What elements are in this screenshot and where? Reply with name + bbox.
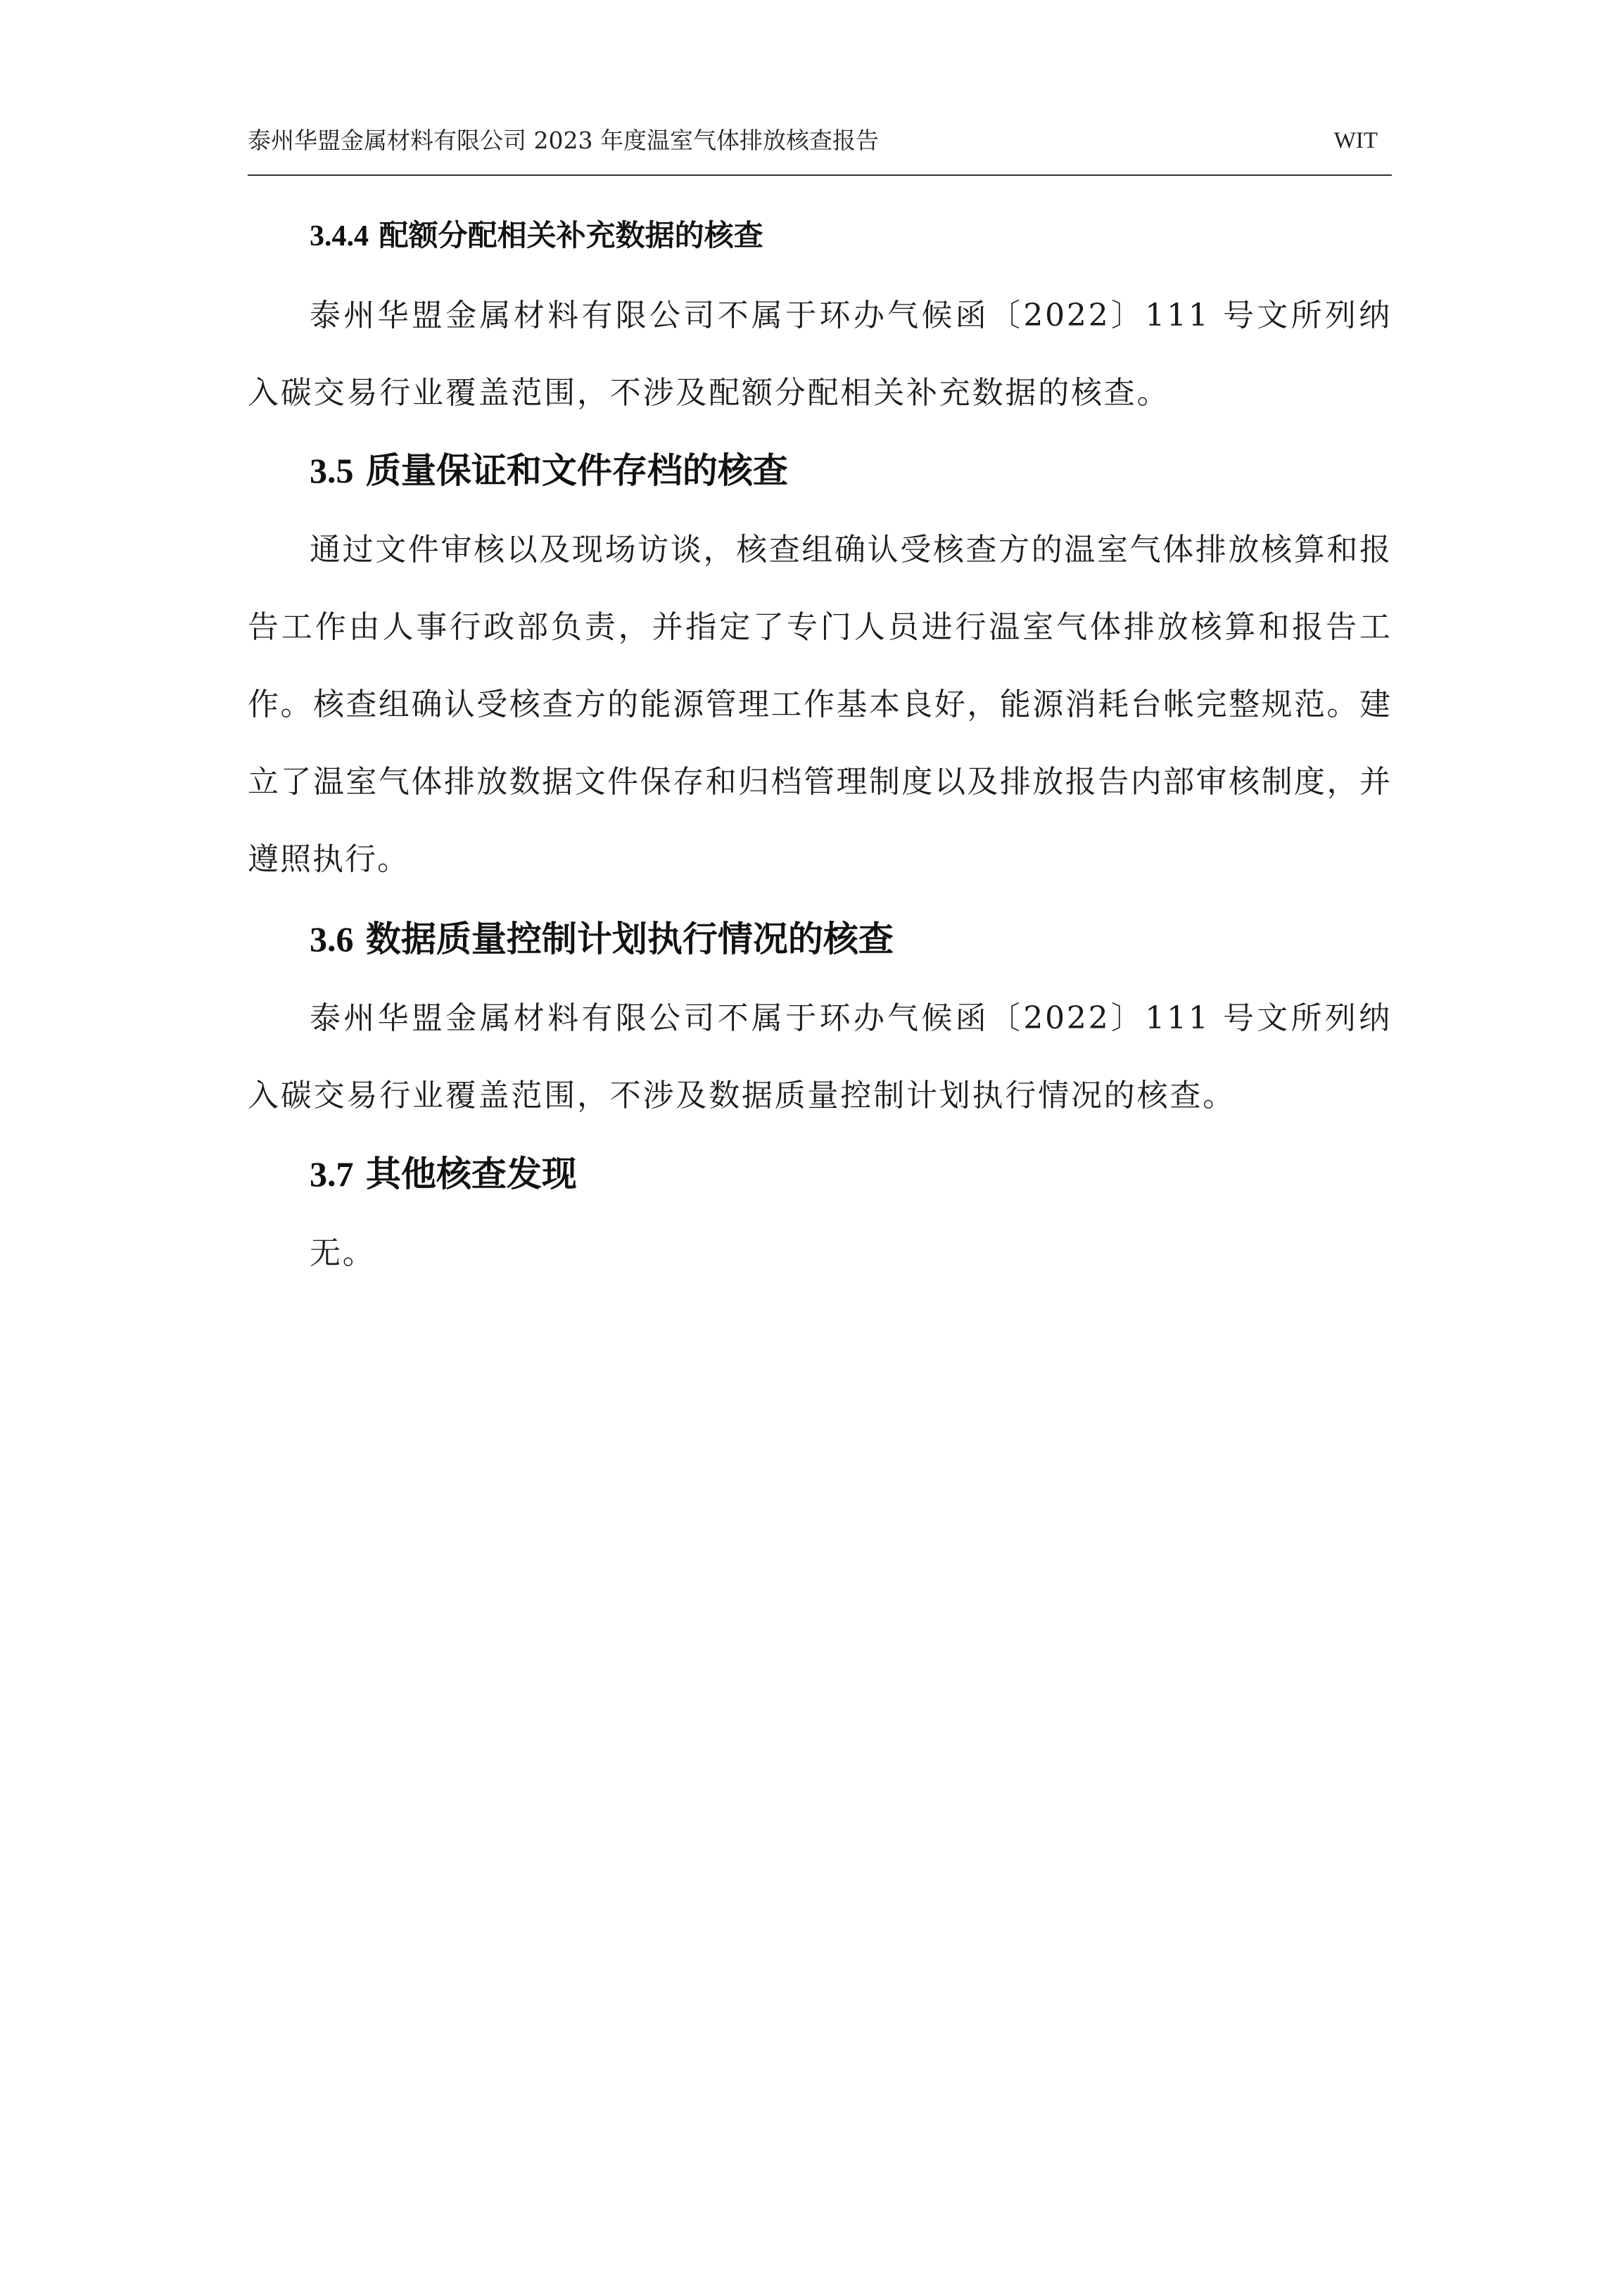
section-3-6-heading <box>310 914 894 964</box>
section-3-6-body: 泰州华盟金属材料有限公司不属于环办气候函〔2022〕111 号文所列纳入碳交易行业覆盖范围，不涉及数据质量控制计划执行情况的核查。 <box>248 1000 1392 1114</box>
page-header <box>248 120 1392 162</box>
section-number: 3.4.4 <box>310 220 369 253</box>
section-number: 3.5 <box>310 451 354 490</box>
section-title: 其他核查发现 <box>365 1154 577 1194</box>
header-mark: WIT <box>1333 128 1378 153</box>
section-3-4-4-heading <box>310 215 763 257</box>
section-3-7-heading <box>310 1149 577 1199</box>
section-title: 配额分配相关补充数据的核查 <box>379 218 763 253</box>
section-title: 质量保证和文件存档的核查 <box>365 450 788 491</box>
header-title: 泰州华盟金属材料有限公司 2023 年度温室气体排放核查报告 <box>248 127 879 154</box>
section-3-4-4-body: 泰州华盟金属材料有限公司不属于环办气候函〔2022〕111 号文所列纳入碳交易行业覆盖范围，不涉及配额分配相关补充数据的核查。 <box>248 298 1392 411</box>
section-3-5-body: 通过文件审核以及现场访谈，核查组确认受核查方的温室气体排放核算和报告工作由人事行政部负责，并指定了专门人员进行温室气体排放核算和报告工作。核查组确认受核查方的能源管理工作基本良好，能源消耗台帐完整规范。建立了温室气体排放数据文件保存和归档管理制度以及排放报告内部审核制度，并遵照执行。 <box>248 532 1392 877</box>
section-3-7-body: 无。 <box>310 1235 376 1271</box>
header-rule <box>248 174 1392 176</box>
section-number: 3.6 <box>310 919 354 959</box>
section-number: 3.7 <box>310 1154 354 1194</box>
section-3-5-heading <box>310 446 788 495</box>
section-title: 数据质量控制计划执行情况的核查 <box>365 919 894 959</box>
